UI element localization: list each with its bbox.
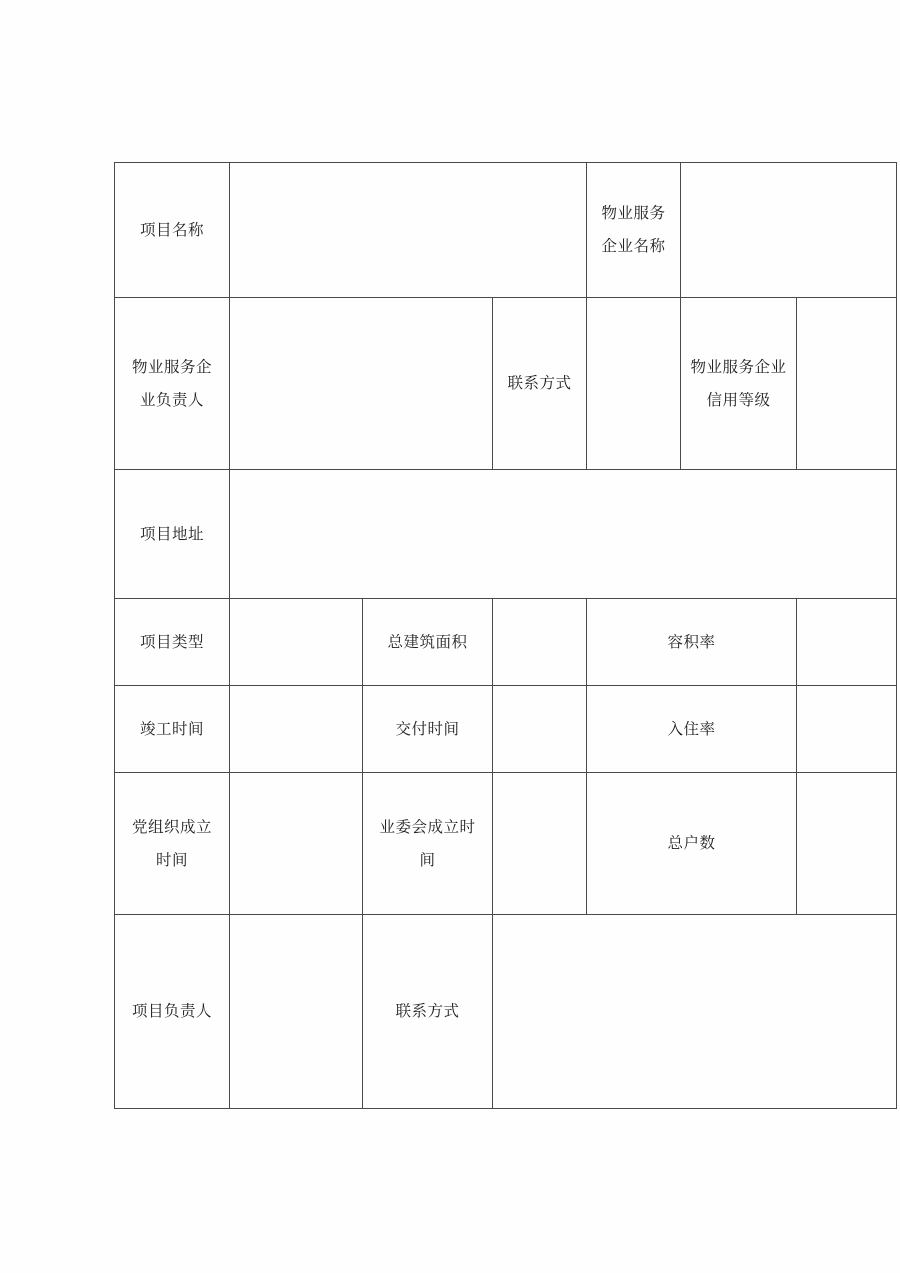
table-row xyxy=(115,470,897,599)
label-project-manager-contact xyxy=(363,915,493,1109)
table-row xyxy=(115,686,897,773)
label-total-households-text: 总户数 xyxy=(667,834,716,853)
value-plot-ratio[interactable] xyxy=(797,599,897,686)
value-party-org-establish-time[interactable] xyxy=(230,773,363,915)
label-total-households xyxy=(587,773,797,915)
value-property-company-name[interactable] xyxy=(681,163,897,298)
label-completion-time-text: 竣工时间 xyxy=(139,719,204,738)
value-occupancy-rate[interactable] xyxy=(797,686,897,773)
property-project-info-table xyxy=(114,162,897,1109)
label-project-manager-text: 项目负责人 xyxy=(131,1002,212,1021)
label-company-credit-rating-text: 物业服务企业 信用等级 xyxy=(690,357,787,409)
value-owners-committee-establish-time[interactable] xyxy=(493,773,587,915)
label-company-manager-text: 物业服务企 业负责人 xyxy=(131,357,212,409)
value-project-manager-contact[interactable] xyxy=(493,915,897,1109)
label-total-building-area xyxy=(363,599,493,686)
label-party-org-establish-time-text: 党组织成立 时间 xyxy=(131,817,212,869)
label-project-name xyxy=(115,163,230,298)
value-delivery-time[interactable] xyxy=(493,686,587,773)
label-company-contact-text: 联系方式 xyxy=(507,374,572,393)
label-project-address xyxy=(115,470,230,599)
label-occupancy-rate-text: 入住率 xyxy=(667,719,716,738)
label-project-address-text: 项目地址 xyxy=(139,524,204,543)
label-property-company-name xyxy=(587,163,681,298)
label-completion-time xyxy=(115,686,230,773)
value-company-manager[interactable] xyxy=(230,298,493,470)
label-project-manager-contact-text: 联系方式 xyxy=(395,1002,460,1021)
label-delivery-time-text: 交付时间 xyxy=(395,719,460,738)
table-row xyxy=(115,773,897,915)
label-company-manager xyxy=(115,298,230,470)
value-company-contact[interactable] xyxy=(587,298,681,470)
label-project-type-text: 项目类型 xyxy=(139,632,204,651)
value-project-address[interactable] xyxy=(230,470,897,599)
label-occupancy-rate xyxy=(587,686,797,773)
table-row xyxy=(115,298,897,470)
table-row xyxy=(115,163,897,298)
label-plot-ratio-text: 容积率 xyxy=(667,632,716,651)
label-project-manager xyxy=(115,915,230,1109)
label-delivery-time xyxy=(363,686,493,773)
label-owners-committee-establish-time-text: 业委会成立时 间 xyxy=(379,817,476,869)
value-completion-time[interactable] xyxy=(230,686,363,773)
value-project-manager[interactable] xyxy=(230,915,363,1109)
table-row xyxy=(115,599,897,686)
label-project-type xyxy=(115,599,230,686)
table-row xyxy=(115,915,897,1109)
label-party-org-establish-time xyxy=(115,773,230,915)
label-company-contact xyxy=(493,298,587,470)
label-company-credit-rating xyxy=(681,298,797,470)
label-project-name-text: 项目名称 xyxy=(139,220,204,239)
value-total-building-area[interactable] xyxy=(493,599,587,686)
value-total-households[interactable] xyxy=(797,773,897,915)
label-property-company-name-text: 物业服务 企业名称 xyxy=(601,204,666,255)
value-company-credit-rating[interactable] xyxy=(797,298,897,470)
value-project-name[interactable] xyxy=(230,163,587,298)
value-project-type[interactable] xyxy=(230,599,363,686)
label-total-building-area-text: 总建筑面积 xyxy=(387,632,468,651)
label-plot-ratio xyxy=(587,599,797,686)
label-owners-committee-establish-time xyxy=(363,773,493,915)
